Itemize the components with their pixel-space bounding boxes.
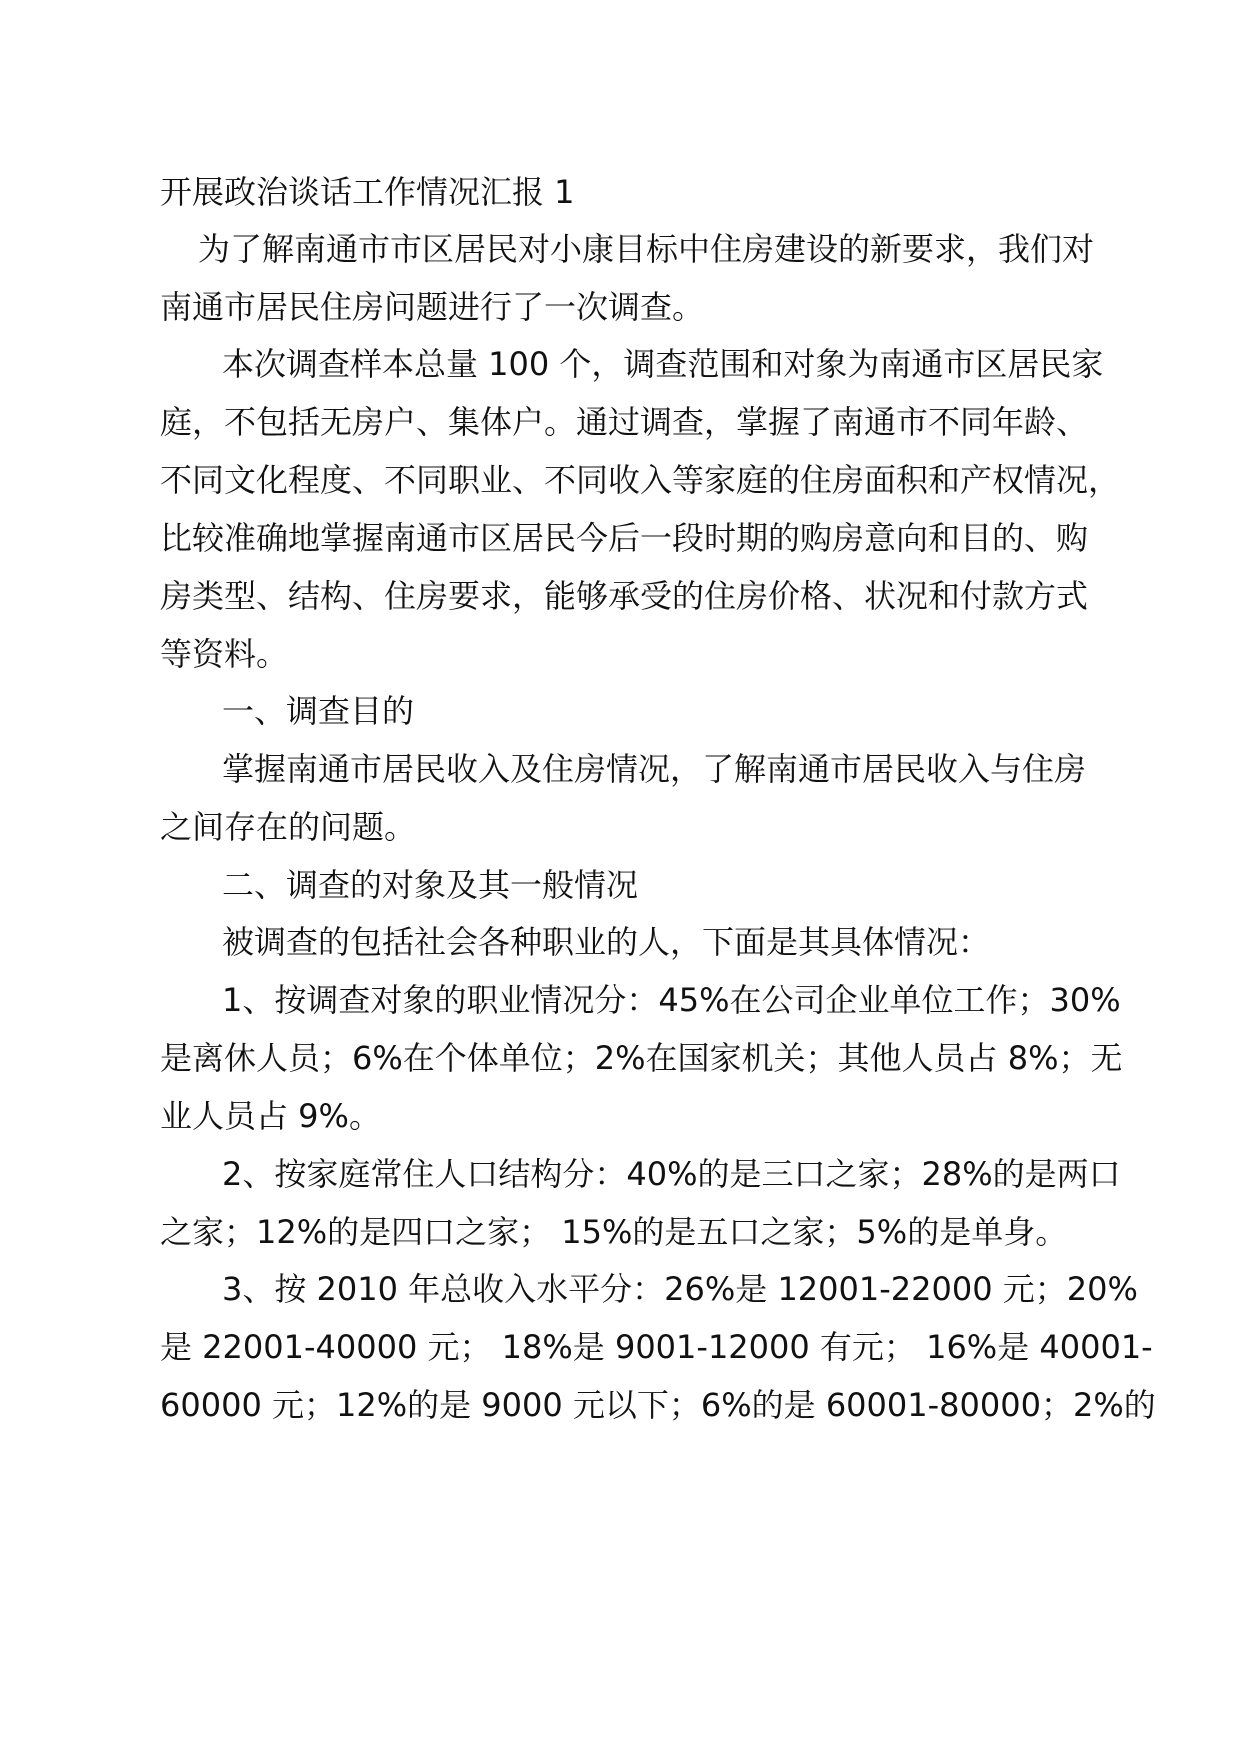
paragraph-line: 庭，不包括无房户、集体户。通过调查，掌握了南通市不同年龄、 xyxy=(160,403,1089,441)
paragraph-line: 南通市居民住房问题进行了一次调查。 xyxy=(160,288,705,326)
paragraph-line: 是 22001-40000 元； 18%是 9001-12000 有元； 16%是 40001- xyxy=(160,1328,1153,1366)
paragraph-line: 2、按家庭常住人口结构分：40%的是三口之家；28%的是两口 xyxy=(222,1155,1121,1193)
paragraph-line: 业人员占 9%。 xyxy=(160,1097,381,1135)
section-heading: 二、调查的对象及其一般情况 xyxy=(222,866,639,904)
paragraph-line: 之家；12%的是四口之家； 15%的是五口之家；5%的是单身。 xyxy=(160,1213,1068,1251)
paragraph-line: 比较准确地掌握南通市区居民今后一段时期的购房意向和目的、购 xyxy=(160,519,1089,557)
paragraph-line: 被调查的包括社会各种职业的人，下面是其具体情况： xyxy=(222,923,991,961)
paragraph-line: 等资料。 xyxy=(160,635,289,673)
paragraph-line: 1、按调查对象的职业情况分：45%在公司企业单位工作；30% xyxy=(222,981,1121,1019)
paragraph-line: 本次调查样本总量 100 个，调查范围和对象为南通市区居民家 xyxy=(222,345,1104,383)
document-title: 开展政治谈话工作情况汇报 1 xyxy=(160,173,575,211)
section-heading: 一、调查目的 xyxy=(222,692,415,730)
paragraph-line: 掌握南通市居民收入及住房情况，了解南通市居民收入与住房 xyxy=(222,750,1087,788)
paragraph-line: 之间存在的问题。 xyxy=(160,808,417,846)
paragraph-line: 3、按 2010 年总收入水平分：26%是 12001-22000 元；20% xyxy=(222,1270,1138,1308)
paragraph-line: 不同文化程度、不同职业、不同收入等家庭的住房面积和产权情况， xyxy=(160,461,1121,499)
paragraph-line: 60000 元；12%的是 9000 元以下；6%的是 60001-80000；2%的 xyxy=(160,1386,1156,1424)
paragraph-line: 为了解南通市市区居民对小康目标中住房建设的新要求，我们对 xyxy=(198,230,1095,268)
paragraph-line: 房类型、结构、住房要求，能够承受的住房价格、状况和付款方式 xyxy=(160,577,1089,615)
paragraph-line: 是离休人员；6%在个体单位；2%在国家机关；其他人员占 8%；无 xyxy=(160,1039,1123,1077)
